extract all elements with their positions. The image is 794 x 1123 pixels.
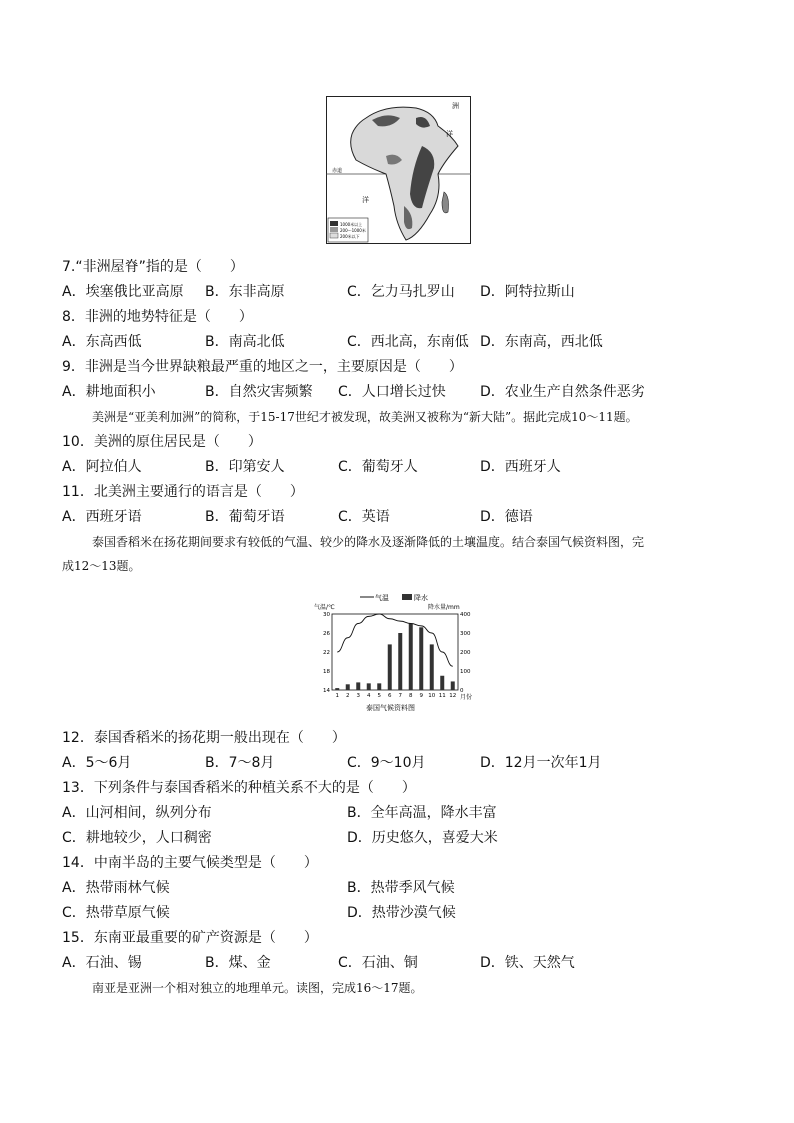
map-label: 洋 <box>362 196 369 204</box>
question-stem: 7.“非洲屋脊”指的是（ ） <box>62 259 244 275</box>
right-tick-label: 200 <box>460 650 471 656</box>
africa-map <box>326 96 471 244</box>
option-c[interactable]: C．乞力马扎罗山 <box>347 284 455 300</box>
precip-bar <box>356 682 360 690</box>
map-label: 赤道 <box>332 168 343 174</box>
thailand-climate-chart <box>314 592 480 714</box>
right-tick-label: 400 <box>460 612 471 618</box>
map-label: 洲 <box>452 102 459 110</box>
question-stem: 11．北美洲主要通行的语言是（ ） <box>62 484 304 500</box>
precip-bar <box>377 683 381 690</box>
temperature-line <box>337 614 453 666</box>
precip-bar <box>367 683 371 690</box>
x-tick-label: 2 <box>346 693 350 699</box>
legend-precipitation: 降水 <box>414 594 428 602</box>
precip-bar <box>451 681 455 690</box>
passage-south-asia: 南亚是亚洲一个相对独立的地理单元。读图，完成16～17题。 <box>92 981 423 995</box>
legend-item: 200～1000米 <box>340 228 366 233</box>
option-d[interactable]: D．东南高，西北低 <box>480 334 603 350</box>
legend-item: 200米以下 <box>340 234 360 239</box>
precip-bar <box>440 676 444 690</box>
x-tick-label: 10 <box>428 693 436 699</box>
option-b[interactable]: B．印第安人 <box>205 459 285 475</box>
option-b[interactable]: B．自然灾害频繁 <box>205 384 313 400</box>
option-d[interactable]: D．德语 <box>480 509 533 525</box>
option-d[interactable]: D．农业生产自然条件恶劣 <box>480 384 645 400</box>
precip-bar <box>409 624 413 691</box>
precip-bar <box>419 627 423 690</box>
legend-item: 1000米以上 <box>340 222 363 227</box>
option-b[interactable]: B．南高北低 <box>205 334 285 350</box>
left-tick-label: 18 <box>323 669 330 675</box>
question-stem: 13．下列条件与泰国香稻米的种植关系不大的是（ ） <box>62 780 416 796</box>
x-tick-label: 12 <box>449 693 457 699</box>
precip-bar <box>430 644 434 690</box>
right-tick-label: 300 <box>460 631 471 637</box>
right-tick-label: 100 <box>460 669 471 675</box>
x-tick-label: 6 <box>388 693 392 699</box>
left-tick-label: 14 <box>323 688 330 694</box>
option-d[interactable]: D．阿特拉斯山 <box>480 284 575 300</box>
x-tick-label: 3 <box>356 693 360 699</box>
x-tick-label: 1 <box>335 693 339 699</box>
chart-title: 泰国气候资料图 <box>366 704 415 712</box>
precip-bar <box>398 633 402 690</box>
option-b[interactable]: B．7～8月 <box>205 755 275 771</box>
option-a[interactable]: A．热带雨林气候 <box>62 880 170 896</box>
option-d[interactable]: D．热带沙漠气候 <box>347 905 456 921</box>
map-label: 洋 <box>446 130 453 138</box>
option-d[interactable]: D．历史悠久，喜爱大米 <box>347 830 498 846</box>
x-axis-label: 月份 <box>460 694 473 701</box>
precip-bar <box>335 688 339 690</box>
x-tick-label: 5 <box>377 693 381 699</box>
left-tick-label: 26 <box>323 631 330 637</box>
option-b[interactable]: B．热带季风气候 <box>347 880 455 896</box>
option-a[interactable]: A．耕地面积小 <box>62 384 156 400</box>
option-c[interactable]: C．石油、铜 <box>338 955 418 971</box>
map-legend <box>328 218 368 242</box>
question-stem: 9．非洲是当今世界缺粮最严重的地区之一，主要原因是（ ） <box>62 359 463 375</box>
option-c[interactable]: C．葡萄牙人 <box>338 459 418 475</box>
left-tick-label: 30 <box>323 612 330 618</box>
option-a[interactable]: A．阿拉伯人 <box>62 459 142 475</box>
passage-thailand: 泰国香稻米在扬花期间要求有较低的气温、较少的降水及逐渐降低的土壤温度。结合泰国气候资料图，完 <box>92 535 645 549</box>
question-stem: 15．东南亚最重要的矿产资源是（ ） <box>62 930 318 946</box>
precip-bar <box>388 644 392 690</box>
option-b[interactable]: B．东非高原 <box>205 284 285 300</box>
option-c[interactable]: C．西北高，东南低 <box>347 334 469 350</box>
chart-legend <box>360 593 428 602</box>
x-tick-label: 11 <box>438 693 446 699</box>
x-tick-label: 7 <box>398 693 402 699</box>
right-tick-label: 0 <box>460 688 464 694</box>
question-stem: 10．美洲的原住居民是（ ） <box>62 434 262 450</box>
precip-bar <box>346 684 350 690</box>
x-tick-label: 9 <box>419 693 423 699</box>
option-d[interactable]: D．铁、天然气 <box>480 955 575 971</box>
x-tick-label: 8 <box>409 693 413 699</box>
option-b[interactable]: B．煤、金 <box>205 955 271 971</box>
option-c[interactable]: C．英语 <box>338 509 390 525</box>
option-a[interactable]: A．埃塞俄比亚高原 <box>62 284 184 300</box>
option-d[interactable]: D．12月一次年1月 <box>480 755 602 771</box>
question-stem: 12．泰国香稻米的扬花期一般出现在（ ） <box>62 730 346 746</box>
option-a[interactable]: A．5～6月 <box>62 755 132 771</box>
option-b[interactable]: B．全年高温，降水丰富 <box>347 805 497 821</box>
left-tick-label: 22 <box>323 650 330 656</box>
option-b[interactable]: B．葡萄牙语 <box>205 509 285 525</box>
option-c[interactable]: C．人口增长过快 <box>338 384 446 400</box>
option-a[interactable]: A．东高西低 <box>62 334 142 350</box>
legend-temperature: 气温 <box>375 594 389 602</box>
option-c[interactable]: C．9～10月 <box>347 755 426 771</box>
option-a[interactable]: A．西班牙语 <box>62 509 142 525</box>
x-tick-label: 4 <box>367 693 371 699</box>
option-d[interactable]: D．西班牙人 <box>480 459 561 475</box>
left-axis-label: 气温/℃ <box>314 604 335 611</box>
passage-thailand-cont: 成12～13题。 <box>62 559 141 573</box>
question-stem: 14．中南半岛的主要气候类型是（ ） <box>62 855 318 871</box>
option-a[interactable]: A．山河相间，纵列分布 <box>62 805 212 821</box>
question-stem: 8．非洲的地势特征是（ ） <box>62 309 253 325</box>
option-a[interactable]: A．石油、锡 <box>62 955 142 971</box>
option-c[interactable]: C．热带草原气候 <box>62 905 170 921</box>
option-c[interactable]: C．耕地较少，人口稠密 <box>62 830 212 846</box>
plot-frame <box>332 614 458 690</box>
right-axis-label: 降水量/mm <box>428 604 460 611</box>
passage-americas: 美洲是“亚美利加洲”的简称，于15-17世纪才被发现，故美洲又被称为“新大陆”。据此完成10～11题。 <box>92 410 638 424</box>
